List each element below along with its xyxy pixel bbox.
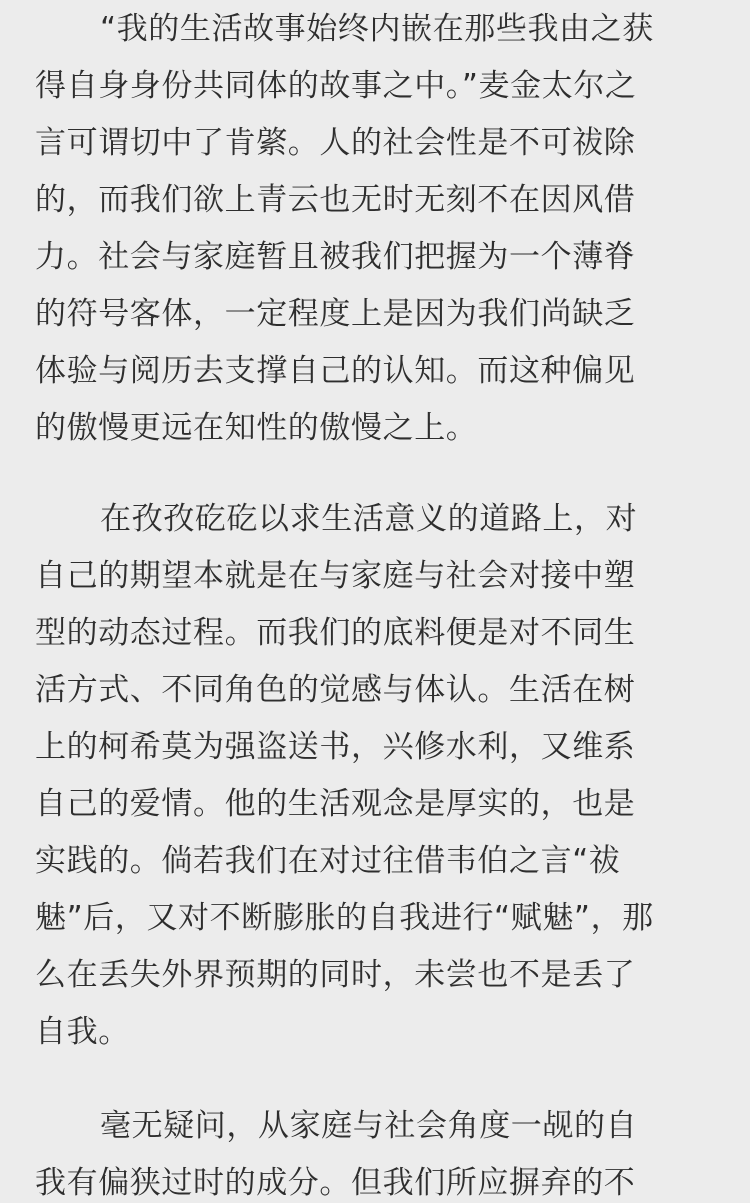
text-line: 活方式、不同角色的觉感与体认。生活在树 [35,672,636,708]
text-line: 自己的爱情。他的生活观念是厚实的，也是 [35,786,636,822]
text-line: 力。社会与家庭暂且被我们把握为一个薄脊 [35,239,636,275]
text-line: 的傲慢更远在知性的傲慢之上。 [35,410,478,446]
text-line: 体验与阅历去支撑自己的认知。而这种偏见 [35,353,636,389]
text-line: 的符号客体，一定程度上是因为我们尚缺乏 [35,296,636,332]
text-line: 的，而我们欲上青云也无时无刻不在因风借 [35,182,636,218]
text-line: 言可谓切中了肯綮。人的社会性是不可祓除 [35,125,636,161]
text-line: 型的动态过程。而我们的底料便是对不同生 [35,615,636,651]
text-line: 自己的期望本就是在与家庭与社会对接中塑 [35,558,636,594]
text-line: 我有偏狭过时的成分。但我们所应摒弃的不 [35,1165,636,1201]
text-line: 毫无疑问，从家庭与社会角度一觇的自 [100,1108,638,1144]
text-line: 么在丢失外界预期的同时，未尝也不是丢了 [35,957,636,993]
text-line: 实践的。倘若我们在对过往借韦伯之言“祓 [35,843,621,879]
text-line: 得自身身份共同体的故事之中。”麦金太尔之 [35,68,637,104]
text-line: 在孜孜矻矻以求生活意义的道路上，对 [100,501,638,537]
text-line: 自我。 [35,1014,130,1050]
text-line: “我的生活故事始终内嵌在那些我由之获 [100,11,654,47]
text-line: 上的柯希莫为强盗送书，兴修水利，又维系 [35,729,636,765]
text-line: 魅”后，又对不断膨胀的自我进行“赋魅”，那 [35,900,654,936]
